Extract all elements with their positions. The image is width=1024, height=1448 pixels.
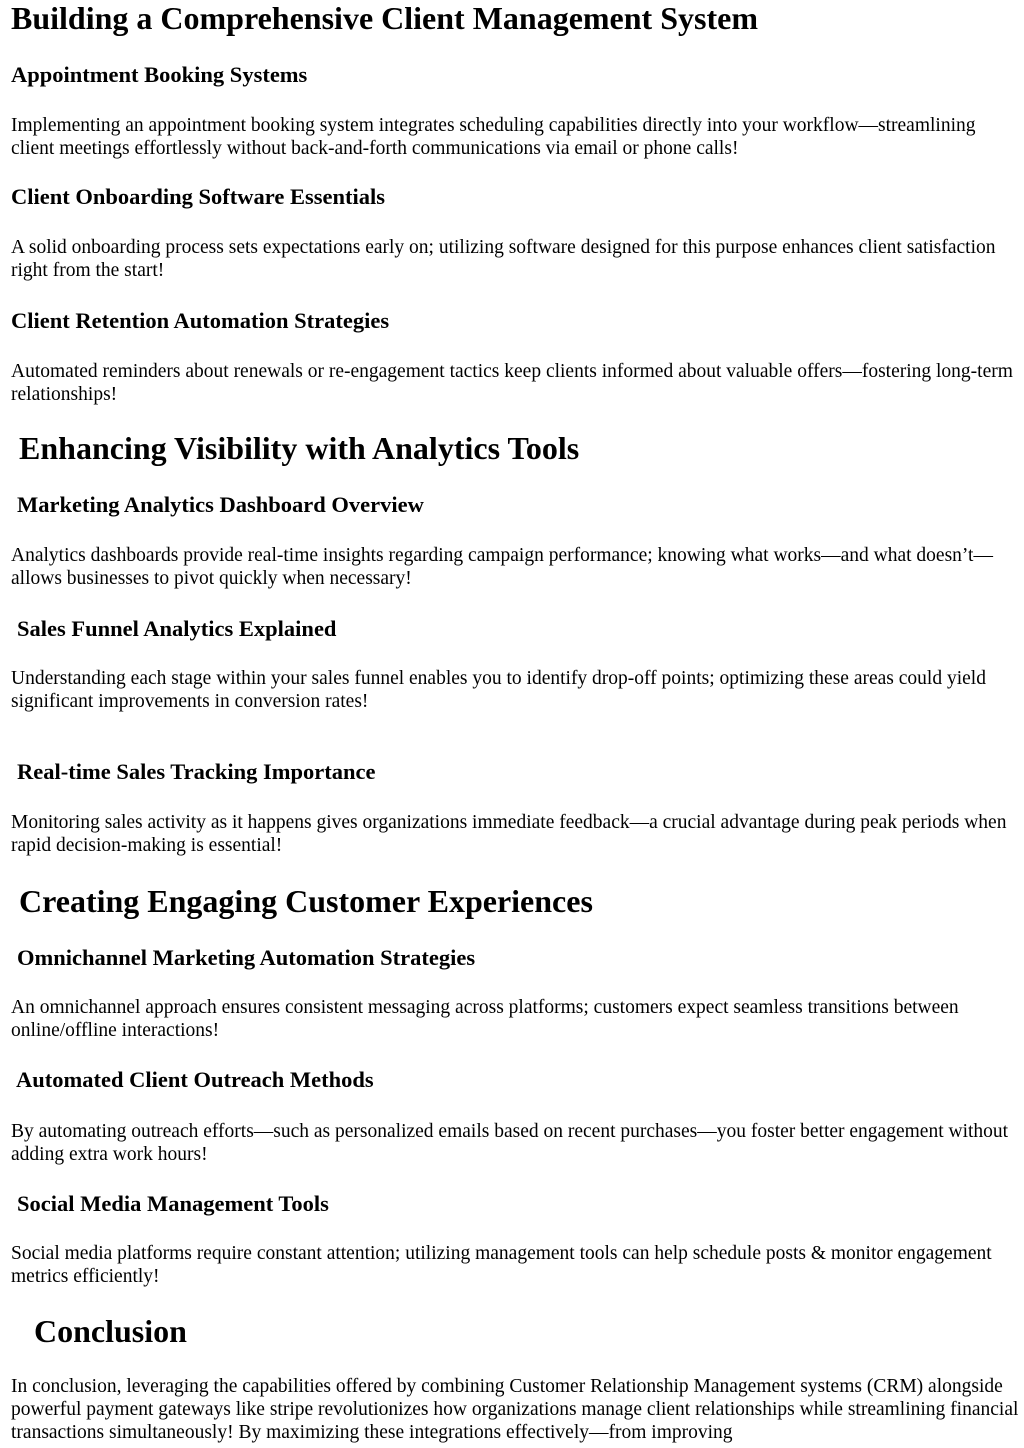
section-heading-client-onboarding: Client Onboarding Software Essentials bbox=[11, 184, 385, 209]
conclusion-title: Conclusion bbox=[34, 1313, 187, 1349]
section-body-marketing-analytics: Analytics dashboards provide real-time insights regarding campaign performance; knowing what works—and what doesn’t—allows businesses to pivot quickly when necessary! bbox=[11, 545, 993, 589]
section-heading-realtime-sales: Real-time Sales Tracking Importance bbox=[17, 759, 376, 784]
section-body-realtime-sales: Monitoring sales activity as it happens gives organizations immediate feedback—a crucial advantage during peak periods when rapid decision-making is essential! bbox=[11, 812, 1007, 856]
section-heading-marketing-analytics: Marketing Analytics Dashboard Overview bbox=[17, 492, 424, 517]
section-heading-omnichannel: Omnichannel Marketing Automation Strategies bbox=[17, 945, 476, 970]
section-body-omnichannel: An omnichannel approach ensures consistent messaging across platforms; customers expect seamless transitions between online/offline interactions! bbox=[11, 997, 959, 1041]
section-body-client-retention: Automated reminders about renewals or re-engagement tactics keep clients informed about valuable offers—fostering long-term relationships! bbox=[11, 361, 1013, 405]
page-title: Building a Comprehensive Client Management System bbox=[11, 0, 758, 36]
section-body-social-media: Social media platforms require constant attention; utilizing management tools can help schedule posts & monitor engagement metrics efficiently! bbox=[11, 1243, 992, 1287]
analytics-title: Enhancing Visibility with Analytics Tools bbox=[19, 430, 580, 466]
section-heading-client-outreach: Automated Client Outreach Methods bbox=[16, 1067, 374, 1092]
section-body-appointment-booking: Implementing an appointment booking system integrates scheduling capabilities directly into your workflow—streamlining client meetings effortlessly without back-and-forth communications via email or phone calls! bbox=[11, 115, 976, 159]
section-heading-appointment-booking: Appointment Booking Systems bbox=[11, 62, 308, 87]
section-heading-sales-funnel: Sales Funnel Analytics Explained bbox=[17, 616, 337, 641]
section-body-client-onboarding: A solid onboarding process sets expectations early on; utilizing software designed for this purpose enhances client satisfaction right from the start! bbox=[11, 237, 996, 281]
section-heading-social-media: Social Media Management Tools bbox=[17, 1191, 329, 1216]
experiences-title: Creating Engaging Customer Experiences bbox=[19, 883, 593, 919]
section-body-sales-funnel: Understanding each stage within your sales funnel enables you to identify drop-off points; optimizing these areas could yield significant improvements in conversion rates! bbox=[11, 668, 986, 712]
conclusion-body: In conclusion, leveraging the capabilities offered by combining Customer Relationship Management systems (CRM) alongside powerful payment gateways like stripe revolutionizes how organizations manage client relationships while streamlining financial transactions simultaneously! By maximizing these integrations effectively—from improving bbox=[11, 1376, 1019, 1443]
section-body-client-outreach: By automating outreach efforts—such as personalized emails based on recent purchases—you foster better engagement without adding extra work hours! bbox=[11, 1121, 1009, 1165]
section-heading-client-retention: Client Retention Automation Strategies bbox=[11, 308, 390, 333]
